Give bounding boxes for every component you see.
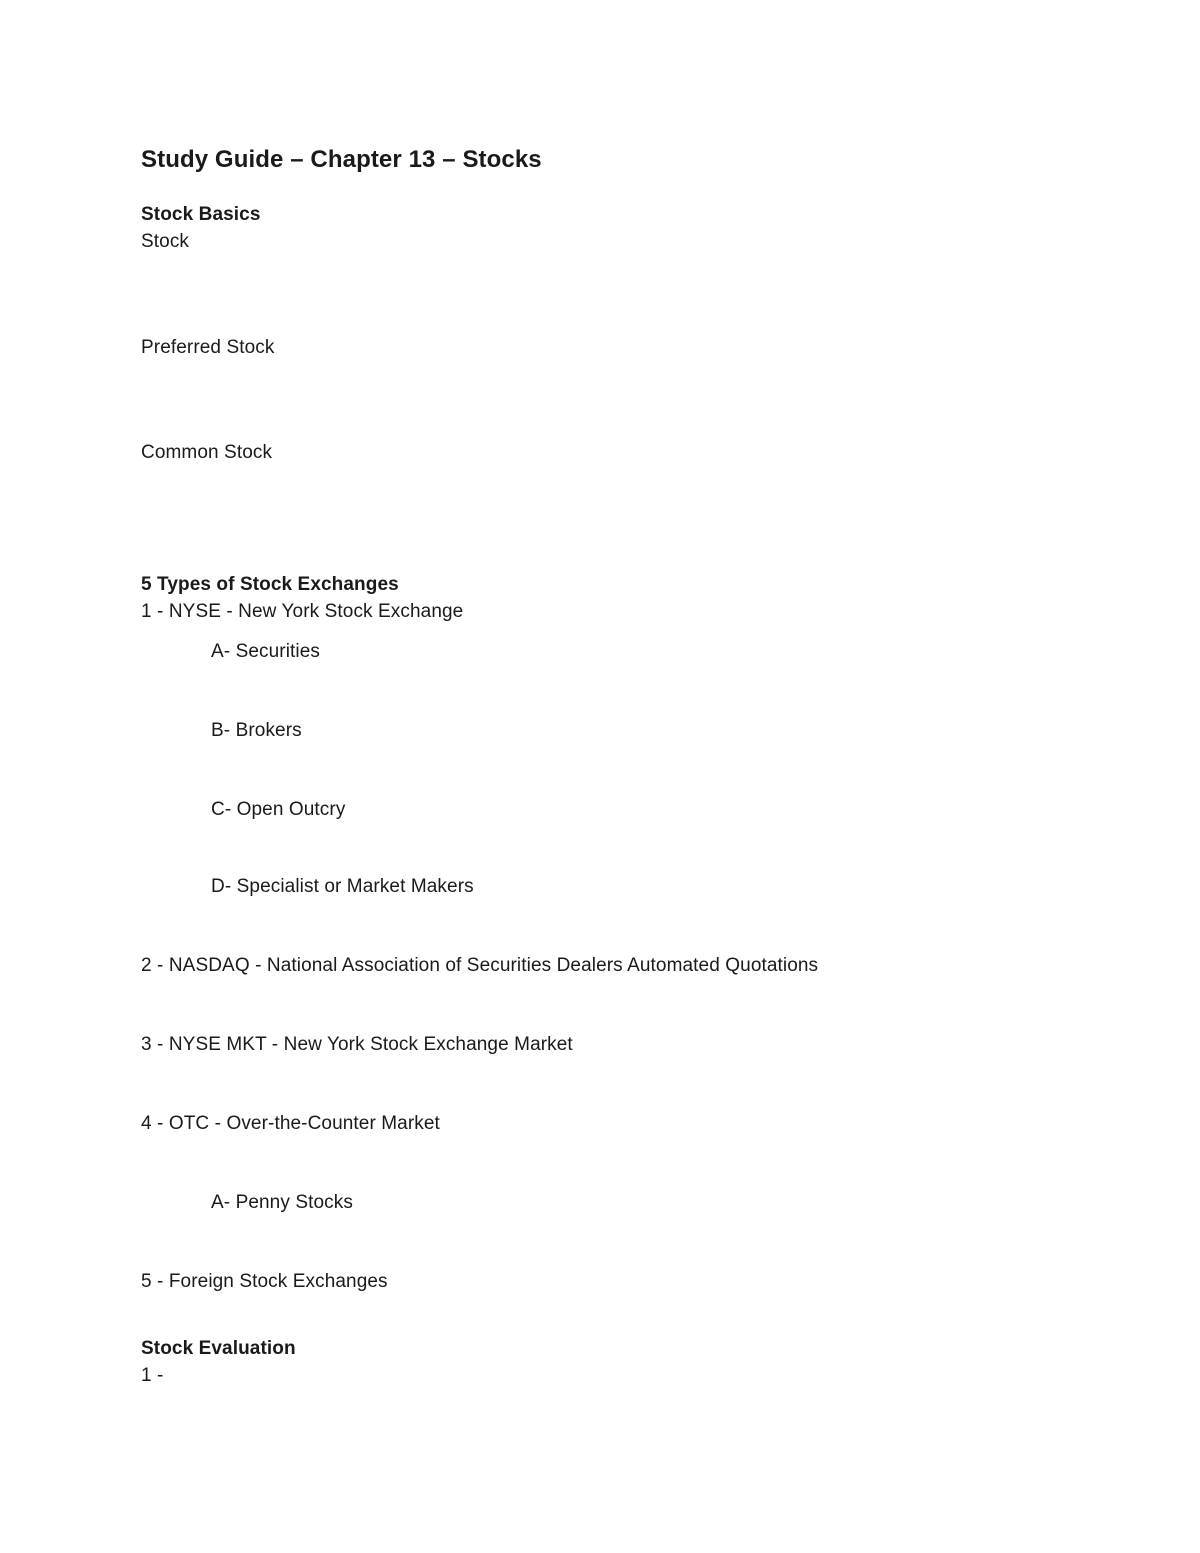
nasdaq-full-name: National Association of Securities Dealers Automated Quotations bbox=[266, 955, 819, 976]
page-title: Study Guide – Chapter 13 – Stocks bbox=[141, 146, 542, 173]
nyse-subitem-open-outcry: C- Open Outcry bbox=[211, 799, 346, 820]
exchange-item-nyse-mkt: 3 - NYSE MKT - New York Stock Exchange Market bbox=[141, 1034, 573, 1055]
exchange-item-foreign: 5 - Foreign Stock Exchanges bbox=[141, 1271, 388, 1292]
exchange-item-otc: 4 - OTC - Over-the-Counter Market bbox=[141, 1113, 440, 1134]
section-heading-exchanges: 5 Types of Stock Exchanges bbox=[141, 574, 399, 595]
nasdaq-prefix: 2 - NASDAQ - bbox=[141, 955, 267, 976]
term-stock: Stock bbox=[141, 231, 190, 252]
section-heading-stock-basics: Stock Basics bbox=[141, 204, 261, 225]
nyse-subitem-specialist: D- Specialist or Market Makers bbox=[211, 876, 474, 897]
term-preferred-stock: Preferred Stock bbox=[141, 337, 275, 358]
exchange-item-nasdaq bbox=[141, 954, 818, 978]
otc-subitem-penny-stocks: A- Penny Stocks bbox=[211, 1192, 353, 1213]
exchange-item-nyse: 1 - NYSE - New York Stock Exchange bbox=[141, 601, 464, 622]
term-common-stock: Common Stock bbox=[141, 442, 273, 463]
nyse-subitem-securities: A- Securities bbox=[211, 641, 321, 662]
nyse-subitem-brokers: B- Brokers bbox=[211, 720, 302, 741]
section-heading-evaluation: Stock Evaluation bbox=[141, 1338, 296, 1359]
evaluation-item-1: 1 - bbox=[141, 1365, 164, 1386]
